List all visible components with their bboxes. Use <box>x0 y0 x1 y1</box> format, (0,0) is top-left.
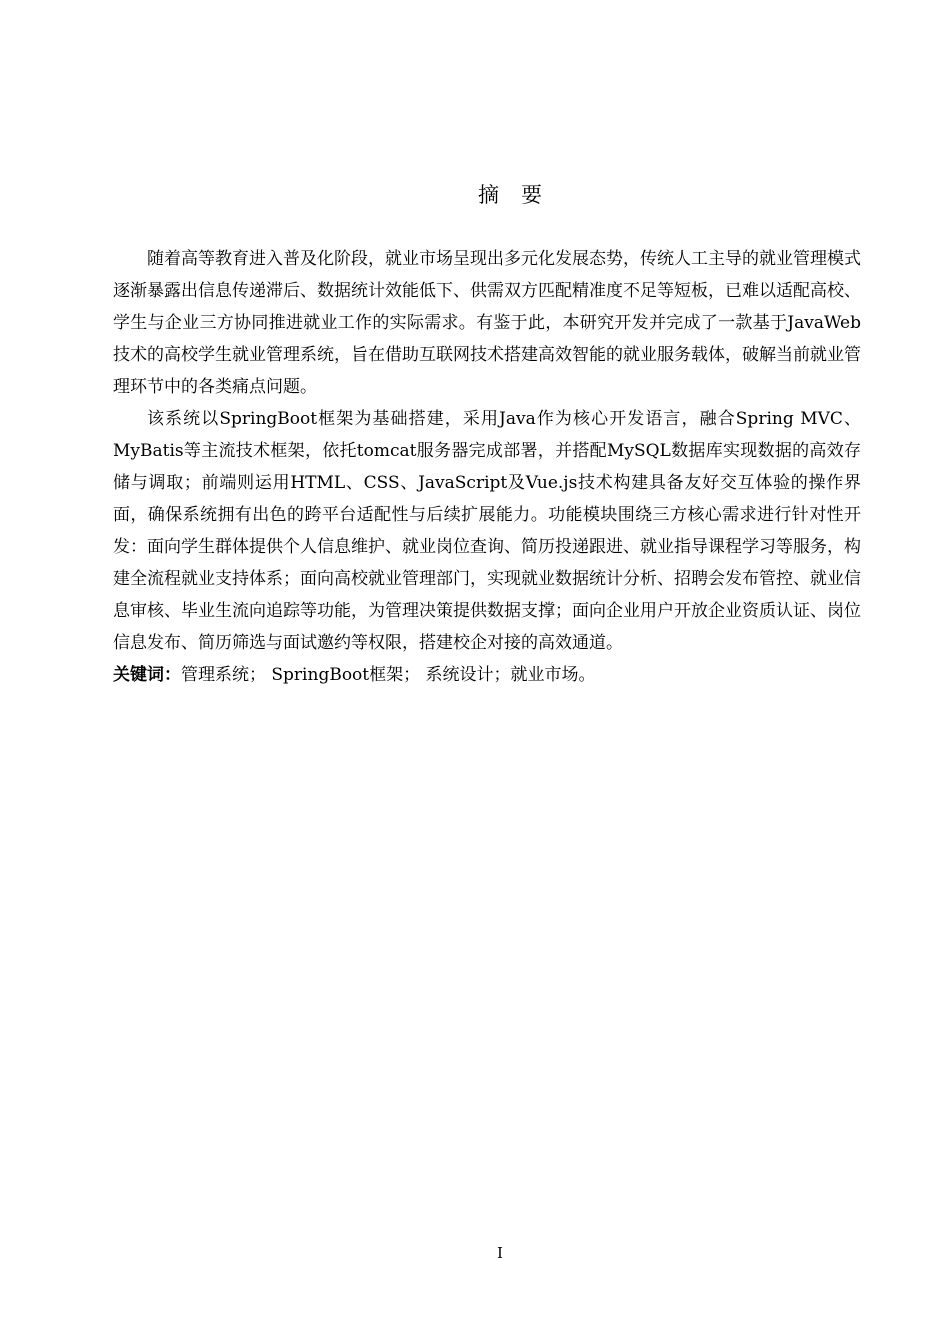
abstract-body <box>113 243 861 691</box>
title-char-2: 要 <box>521 183 542 207</box>
page-number: I <box>497 1244 503 1262</box>
abstract-paragraph-1: 随着高等教育进入普及化阶段，就业市场呈现出多元化发展态势，传统人工主导的就业管理模式逐渐暴露出信息传递滞后、数据统计效能低下、供需双方匹配精准度不足等短板，已难以适配高校、学生与企业三方协同推进就业工作的实际需求。有鉴于此，本研究开发并完成了一款基于JavaWeb技术的高校学生就业管理系统，旨在借助互联网技术搭建高效智能的就业服务载体，破解当前就业管理环节中的各类痛点问题。 <box>113 249 861 397</box>
keywords-line <box>113 659 861 691</box>
keywords-text: 管理系统； SpringBoot框架； 系统设计；就业市场。 <box>181 665 596 685</box>
keywords-label: 关键词： <box>113 665 181 685</box>
abstract-paragraph-2: 该系统以SpringBoot框架为基础搭建，采用Java作为核心开发语言，融合Spring MVC、MyBatis等主流技术框架，依托tomcat服务器完成部署，并搭配MySQL数据库实现数据的高效存储与调取；前端则运用HTML、CSS、JavaScript及Vue.js技术构建具备友好交互体验的操作界面，确保系统拥有出色的跨平台适配性与后续扩展能力。功能模块围绕三方核心需求进行针对性开发：面向学生群体提供个人信息维护、就业岗位查询、简历投递跟进、就业指导课程学习等服务，构建全流程就业支持体系；面向高校就业管理部门，实现就业数据统计分析、招聘会发布管控、就业信息审核、毕业生流向追踪等功能，为管理决策提供数据支撑；面向企业用户开放企业资质认证、岗位信息发布、简历筛选与面试邀约等权限，搭建校企对接的高效通道。 <box>113 409 861 653</box>
title-char-1: 摘 <box>478 183 499 207</box>
abstract-title <box>0 181 950 209</box>
